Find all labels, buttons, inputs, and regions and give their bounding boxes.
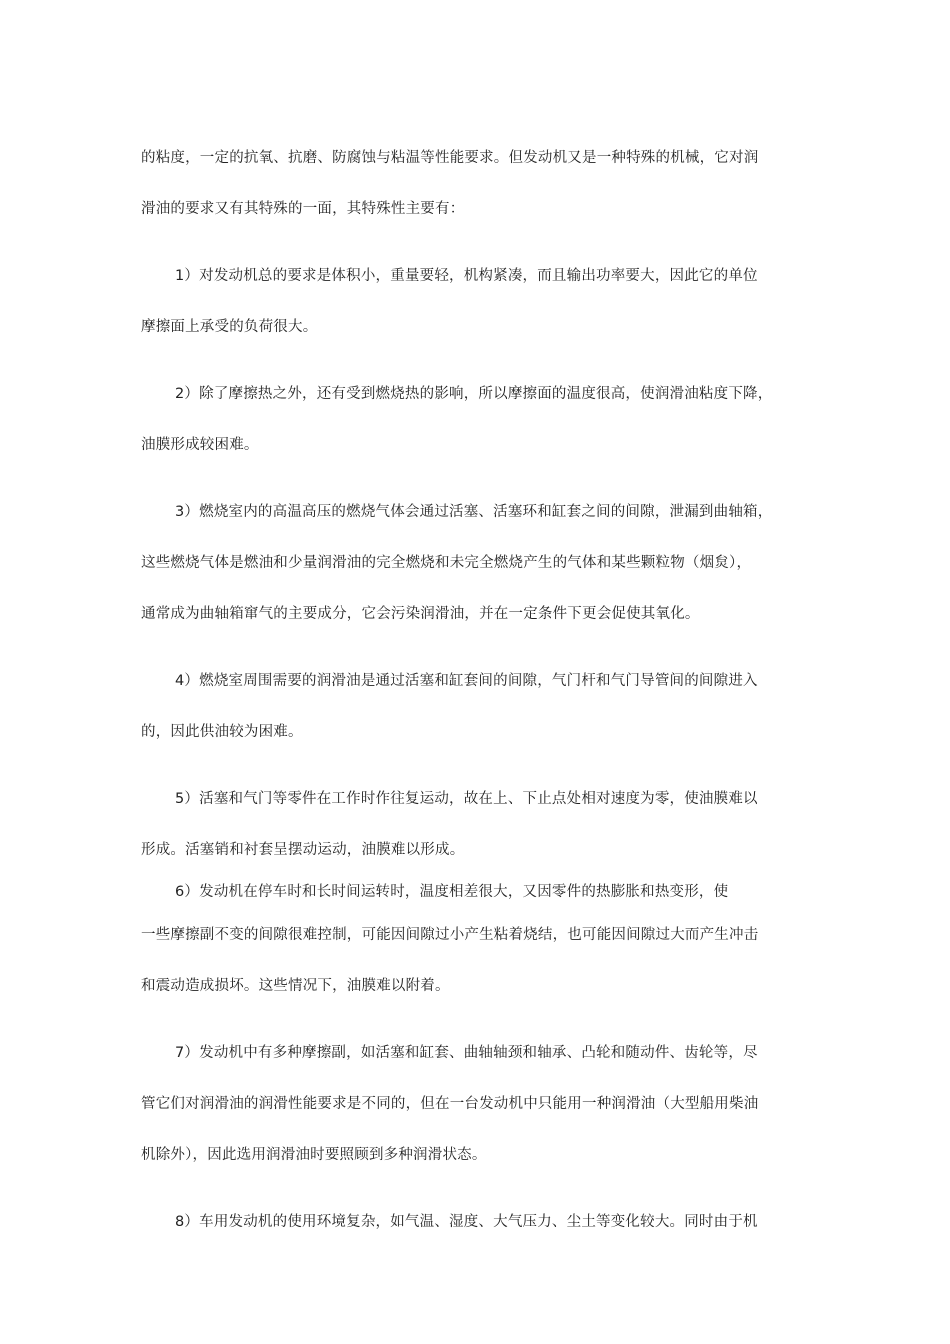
list-item-8-line: 8）车用发动机的使用环境复杂，如气温、湿度、大气压力、尘土等变化较大。同时由于机 <box>175 1214 758 1230</box>
text-line: 管它们对润滑油的润滑性能要求是不同的，但在一台发动机中只能用一种润滑油（大型船用柴油 <box>141 1096 759 1112</box>
text-line: 形成。活塞销和衬套呈摆动运动，油膜难以形成。 <box>141 842 465 858</box>
text-line: 的粘度，一定的抗氧、抗磨、防腐蚀与粘温等性能要求。但发动机又是一种特殊的机械，它对润 <box>141 150 759 166</box>
text-line: 通常成为曲轴箱窜气的主要成分，它会污染润滑油，并在一定条件下更会促使其氧化。 <box>141 606 700 622</box>
list-item-3-line: 3）燃烧室内的高温高压的燃烧气体会通过活塞、活塞环和缸套之间的间隙，泄漏到曲轴箱， <box>175 504 773 520</box>
text-line: 和震动造成损坏。这些情况下，油膜难以附着。 <box>141 978 450 994</box>
list-item-2-line: 2）除了摩擦热之外，还有受到燃烧热的影响，所以摩擦面的温度很高，使润滑油粘度下降， <box>175 386 773 402</box>
list-item-7-line: 7）发动机中有多种摩擦副，如活塞和缸套、曲轴轴颈和轴承、凸轮和随动件、齿轮等，尽 <box>175 1045 758 1061</box>
text-line: 机除外），因此选用润滑油时要照顾到多种润滑状态。 <box>141 1147 487 1163</box>
list-item-4-line: 4）燃烧室周围需要的润滑油是通过活塞和缸套间的间隙，气门杆和气门导管间的间隙进入 <box>175 673 758 689</box>
text-line: 摩擦面上承受的负荷很大。 <box>141 319 318 335</box>
list-item-1-line: 1）对发动机总的要求是体积小，重量要轻，机构紧凑，而且输出功率要大，因此它的单位 <box>175 268 758 284</box>
text-line: 的，因此供油较为困难。 <box>141 724 303 740</box>
list-item-6-line: 6）发动机在停车时和长时间运转时，温度相差很大，又因零件的热膨胀和热变形，使 <box>175 884 729 900</box>
text-line: 滑油的要求又有其特殊的一面，其特殊性主要有： <box>141 201 465 217</box>
text-line: 这些燃烧气体是燃油和少量润滑油的完全燃烧和未完全燃烧产生的气体和某些颗粒物（烟炱）， <box>141 555 752 571</box>
text-line: 油膜形成较困难。 <box>141 437 259 453</box>
list-item-5-line: 5）活塞和气门等零件在工作时作往复运动，故在上、下止点处相对速度为零，使油膜难以 <box>175 791 758 807</box>
text-line: 一些摩擦副不变的间隙很难控制，可能因间隙过小产生粘着烧结，也可能因间隙过大而产生冲击 <box>141 927 759 943</box>
